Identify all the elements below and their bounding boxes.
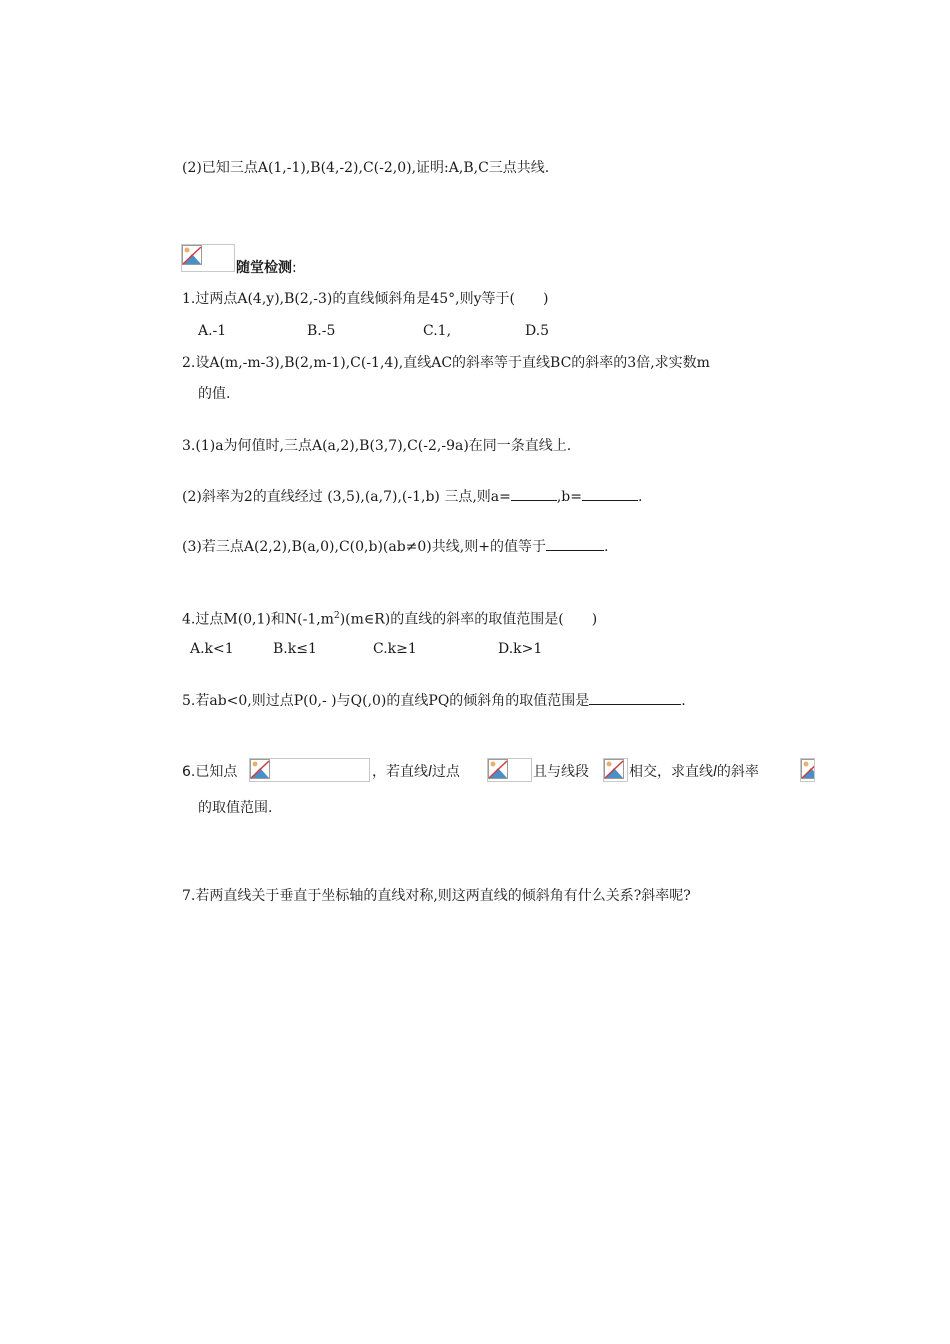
q1-option-d: D.5 [525,323,550,339]
question-3-part3: (3)若三点A(2,2),B(a,0),C(0,b)(ab≠0)共线,则+的值等于 . [182,536,608,557]
question-3-part2: (2)斜率为2的直线经过 (3,5),(a,7),(-1,b) 三点,则a= ,b= . [182,486,642,507]
q1-option-c: C.1, [423,323,452,339]
question-2-prev: (2)已知三点A(1,-1),B(4,-2),C(-2,0),证明:A,B,C三点共线. [182,160,550,176]
question-3-part1: 3.(1)a为何值时,三点A(a,2),B(3,7),C(-2,-9a)在同一条直线上. [182,438,572,454]
q4-option-b: B.k≤1 [273,641,317,657]
answer-blank-sum[interactable] [546,536,604,551]
q4-option-d: D.k>1 [498,641,543,657]
q1-option-a: A.-1 [198,323,227,339]
answer-blank-angle[interactable] [589,690,681,705]
question-1: 1.过两点A(4,y),B(2,-3)的直线倾斜角是45°,则y等于( ) [182,291,549,307]
question-6-line1: 6.已知点 [182,764,238,780]
question-2-line2: 的值. [198,386,231,402]
question-6-text-d: 且与线段 [533,764,589,780]
question-2-line1: 2.设A(m,-m-3),B(2,m-1),C(-1,4),直线AC的斜率等于直线BC的斜率的3倍,求实数m [182,355,710,371]
answer-blank-a[interactable] [511,486,557,501]
question-4: 4.过点M(0,1)和$N(-1,m^2)(m\in R)$的直线的斜率的取值范围是( ) [182,611,598,628]
broken-image-icon [181,244,235,272]
section-title: 随堂检测: [236,260,297,276]
question-7: 7.若两直线关于垂直于坐标轴的直线对称,则这两直线的倾斜角有什么关系?斜率呢? [182,888,691,904]
question-6-line2: 的取值范围. [198,800,273,816]
q4-option-c: C.k≥1 [373,641,417,657]
question-6-text-b: ，若直线l过点 [372,764,460,780]
question-6-text-e: 相交，求直线l的斜率 [629,764,759,780]
q1-option-b: B.-5 [307,323,336,339]
broken-image-icon [487,758,532,782]
broken-image-icon [249,758,370,782]
broken-image-icon [800,758,815,782]
broken-image-icon [603,758,628,782]
q4-option-a: A.k<1 [190,641,234,657]
question-5: 5.若ab<0,则过点P(0,- )与Q(,0)的直线PQ的倾斜角的取值范围是 . [182,690,686,711]
answer-blank-b[interactable] [582,486,638,501]
